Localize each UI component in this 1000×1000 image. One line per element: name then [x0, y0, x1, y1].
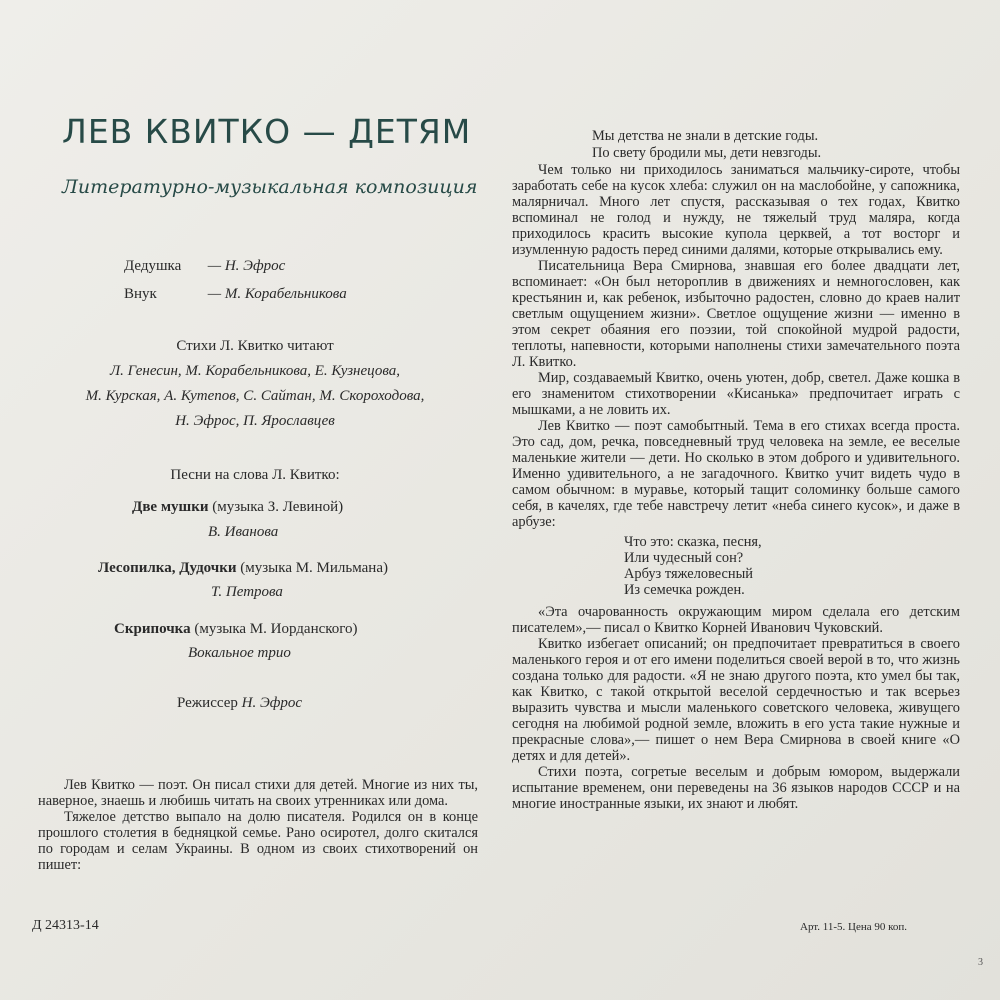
cast-performer: — М. Корабельникова: [207, 286, 347, 302]
poem-quote: [512, 534, 960, 598]
paragraph: Мир, создаваемый Квитко, очень уютен, добр, светел. Даже кошка в его знаменитом стихотворении «Кисанька» предпочитает играть с мышками, а не ловить их.: [512, 370, 960, 418]
price-label: Арт. 11-5. Цена 90 коп.: [800, 921, 908, 933]
poem-line: Из семечка рожден.: [624, 582, 745, 598]
cast-performer: — Н. Эфрос: [207, 258, 286, 274]
song-performer: Т. Петрова: [211, 584, 283, 600]
song-title-line: [98, 560, 388, 577]
readers-line: М. Курская, А. Кутепов, С. Сайтан, М. Скороходова,: [85, 388, 425, 404]
epigraph: [592, 128, 821, 162]
cast-role: Дедушка: [124, 258, 182, 274]
poem-line: Что это: сказка, песня,: [624, 534, 762, 550]
epigraph-line: По свету бродили мы, дети невзгоды.: [592, 145, 822, 161]
song-music: (музыка М. Иорданского): [194, 621, 358, 637]
song-performer: В. Иванова: [208, 524, 279, 540]
song-music: (музыка М. Мильмана): [240, 560, 388, 576]
page-title: ЛЕВ КВИТКО — ДЕТЯМ: [62, 112, 472, 151]
readers-line: Л. Генесин, М. Корабельникова, Е. Кузнецова,: [109, 363, 400, 379]
paragraph: Лев Квитко — поэт. Он писал стихи для детей. Многие из них ты, наверное, знаешь и любишь читать на своих утренниках или дома.: [38, 777, 478, 809]
page-subtitle: Литературно-музыкальная композиция: [62, 176, 478, 198]
song-title-line: [114, 621, 358, 638]
corner-mark: 3: [978, 957, 983, 968]
song-title: Скрипочка: [114, 621, 191, 637]
director-credit: [177, 695, 302, 712]
songs-heading: Песни на слова Л. Квитко:: [170, 467, 340, 483]
readers-heading: Стихи Л. Квитко читают: [176, 338, 334, 354]
poem-line: Или чудесный сон?: [624, 550, 744, 566]
song-title-line: [132, 499, 343, 516]
song-title: Две мушки: [132, 499, 209, 515]
readers-line: Н. Эфрос, П. Ярославцев: [175, 413, 335, 429]
paragraph: Лев Квитко — поэт самобытный. Тема в его стихах всегда проста. Это сад, дом, речка, повседневный труд человека на земле, ее веселые маленькие жители — дети. Но сколько в этом доброго и удивительного. Именно удивительного, а не загадочного. Квитко учит видеть чудо в самом обычном: в муравье, который тащит соломинку больше самого себя, в качелях, где тебе навстречу летит «неба синего кусок», и даже в арбузе:: [512, 418, 960, 530]
epigraph-line: Мы детства не знали в детские годы.: [592, 128, 819, 144]
song-performer: Вокальное трио: [188, 645, 291, 661]
paragraph: Писательница Вера Смирнова, знавшая его более двадцати лет, вспоминает: «Он был нетороплив в движениях и немногословен, как крестьянин и, как ребенок, избыточно радостен, словно до краев налит светлым ощущением жизни». Светлое ощущение жизни — именно в этом секрет обаяния его поэзии, той спокойной мудрой радости, теплоты, напевности, которыми наполнены стихи замечательного поэта Л. Квитко.: [512, 258, 960, 370]
song-title: Лесопилка, Дудочки: [98, 560, 237, 576]
paragraph: Тяжелое детство выпало на долю писателя. Родился он в конце прошлого столетия в бедняцкой семье. Рано осиротел, долго скитался по городам и селам Украины. В одном из своих стихотворений он пишет:: [38, 809, 478, 873]
paragraph: Стихи поэта, согретые веселым и добрым юмором, выдержали испытание временем, они переведены на 36 языков народов СССР и на многие иностранные языки, их знают и любят.: [512, 764, 960, 812]
director-name: Н. Эфрос: [241, 695, 303, 711]
biography-text: [512, 162, 960, 812]
paragraph: Квитко избегает описаний; он предпочитает превратиться в своего маленького героя и от его имени поделиться своей верой в то, что жизнь создана только для радости. «Я не знаю другого поэта, кто умел бы так, как Квитко, с такой открытой веселой сердечностью и так всерьез выразить чувства и мысли маленького советского человека, живущего сегодня на любимой родной земле, вложить в его уста такие нужные и прекрасные слова»,— пишет о нем Вера Смирнова в своей книге «О детях и для детей».: [512, 636, 960, 764]
intro-text: [38, 777, 478, 873]
paragraph: Чем только ни приходилось заниматься мальчику-сироте, чтобы заработать себе на кусок хлеба: служил он на маслобойне, у сапожника, малярничал. Много лет спустя, рассказывая о тех годах, Квитко вспоминал не голод и нужду, не тяжелый труд маляра, когда приходилось красить высокие купола церквей, а тот восторг и изумленную радость перед синими далями, которые открывались ему.: [512, 162, 960, 258]
catalog-number: Д 24313-14: [32, 918, 99, 933]
poem-line: Арбуз тяжеловесный: [624, 566, 753, 582]
cast-row: [124, 258, 285, 275]
paragraph: «Эта очарованность окружающим миром сделала его детским писателем»,— писал о Квитко Корней Иванович Чуковский.: [512, 604, 960, 636]
cast-role: Внук: [124, 286, 157, 302]
cast-row: [124, 286, 347, 303]
song-music: (музыка З. Левиной): [212, 499, 344, 515]
director-label: Режиссер: [177, 695, 238, 711]
